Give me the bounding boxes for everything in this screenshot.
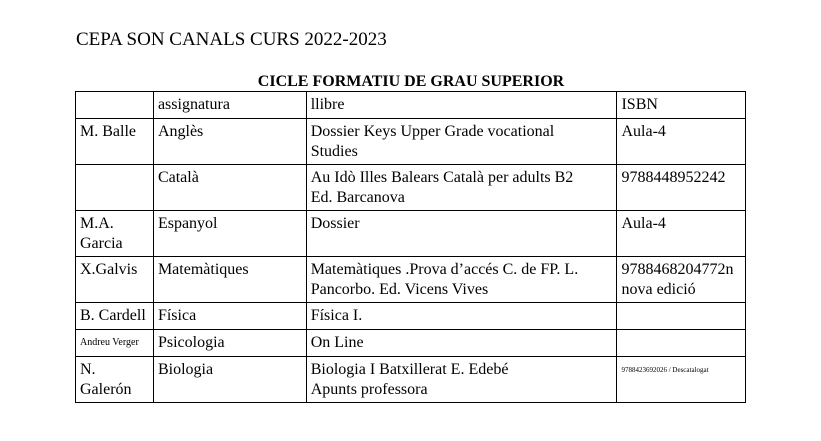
teacher-cell: M. Balle xyxy=(76,119,154,165)
table-caption: CICLE FORMATIU DE GRAU SUPERIOR xyxy=(257,73,565,90)
table-row xyxy=(76,303,746,330)
book-cell xyxy=(306,357,617,403)
book-cell xyxy=(306,119,617,165)
subject-cell: Física xyxy=(153,303,306,330)
isbn-cell xyxy=(617,257,746,303)
subject-cell: Espanyol xyxy=(153,211,306,257)
table-row xyxy=(76,330,746,357)
teacher-cell: M.A. Garcia xyxy=(76,211,154,257)
isbn-cell xyxy=(617,119,746,165)
isbn-line: nova edició xyxy=(621,281,696,298)
isbn-line: 9788423692026 / Descatalogat xyxy=(621,366,709,374)
book-line: Au Idò Illes Balears Català per adults B2 xyxy=(310,169,574,186)
book-cell xyxy=(306,303,617,330)
table-row xyxy=(76,165,746,211)
book-line: Biologia I Batxillerat E. Edebé xyxy=(310,361,509,378)
isbn-cell xyxy=(617,330,746,357)
teacher-cell: N. Galerón xyxy=(76,357,154,403)
book-line: On Line xyxy=(310,334,364,351)
book-line: Apunts professora xyxy=(310,381,428,398)
header-isbn: ISBN xyxy=(617,92,746,119)
document-title: CEPA SON CANALS CURS 2022-2023 xyxy=(76,29,387,50)
isbn-line: 9788448952242 xyxy=(621,169,726,186)
isbn-line: Aula-4 xyxy=(621,215,666,232)
book-line: Ed. Barcanova xyxy=(310,189,405,206)
table-row xyxy=(76,257,746,303)
header-teacher xyxy=(76,92,154,119)
teacher-cell: Andreu Verger xyxy=(76,330,154,357)
header-book: llibre xyxy=(306,92,617,119)
subject-cell: Biologia xyxy=(153,357,306,403)
teacher-cell xyxy=(76,165,154,211)
book-line: Studies xyxy=(310,143,358,160)
isbn-line: 9788468204772n xyxy=(621,261,734,278)
teacher-cell: X.Galvis xyxy=(76,257,154,303)
isbn-cell xyxy=(617,303,746,330)
book-cell xyxy=(306,211,617,257)
header-subject: assignatura xyxy=(153,92,306,119)
subject-cell: Matemàtiques xyxy=(153,257,306,303)
table-row xyxy=(76,357,746,403)
book-cell xyxy=(306,257,617,303)
table-row xyxy=(76,211,746,257)
subject-cell: Anglès xyxy=(153,119,306,165)
isbn-cell xyxy=(617,165,746,211)
book-line: Dossier xyxy=(310,215,360,232)
book-line: Dossier Keys Upper Grade vocational xyxy=(310,123,555,140)
book-line: Matemàtiques .Prova d’accés C. de FP. L. xyxy=(310,261,579,278)
isbn-cell xyxy=(617,211,746,257)
book-line: Pancorbo. Ed. Vicens Vives xyxy=(310,281,489,298)
subject-cell: Psicologia xyxy=(153,330,306,357)
isbn-cell xyxy=(617,357,746,403)
book-cell xyxy=(306,330,617,357)
subject-cell: Català xyxy=(153,165,306,211)
isbn-line: Aula-4 xyxy=(621,123,666,140)
book-line: Física I. xyxy=(310,307,363,324)
booklist-table xyxy=(75,91,746,403)
table-row xyxy=(76,119,746,165)
teacher-cell: B. Cardell xyxy=(76,303,154,330)
book-cell xyxy=(306,165,617,211)
table-header-row xyxy=(76,92,746,119)
